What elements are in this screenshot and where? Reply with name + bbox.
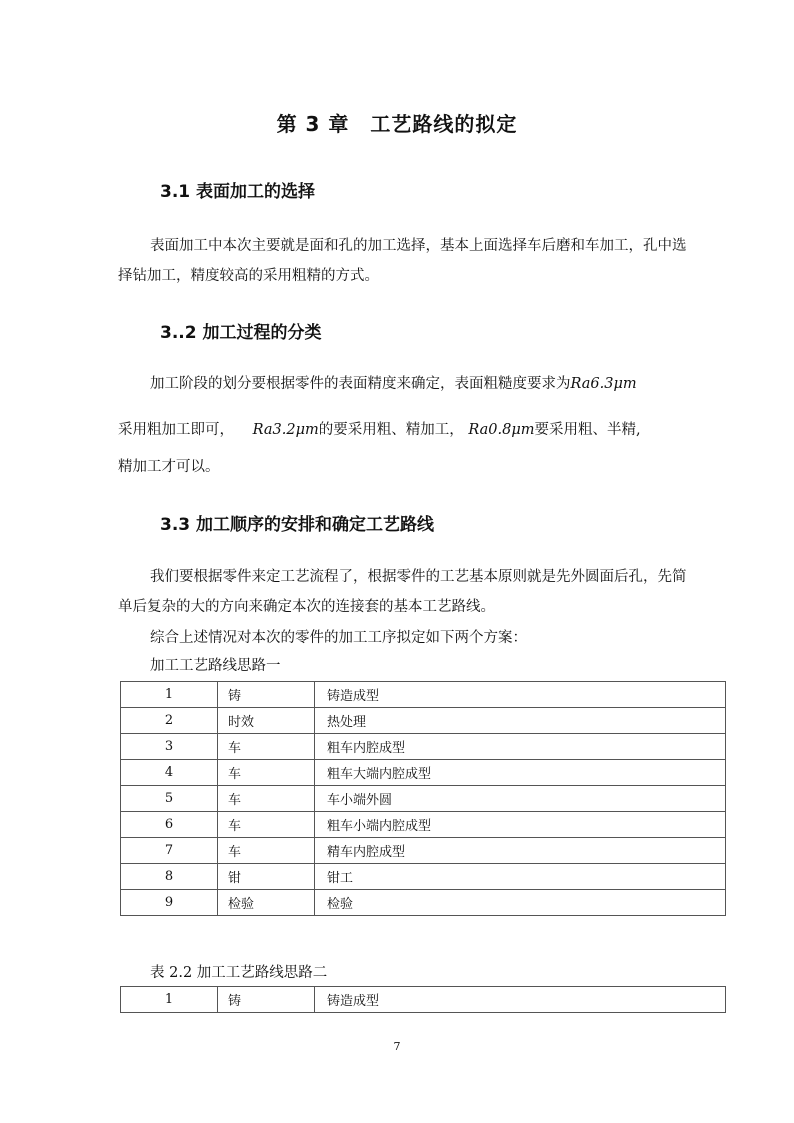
step-number-cell: 7: [121, 838, 218, 864]
process-route-table-1: [120, 681, 726, 916]
operation-cell: 车: [218, 734, 315, 760]
paragraph-process-order: [118, 562, 688, 622]
operation-cell: 车: [218, 812, 315, 838]
section-title-3-2: 3..2 加工过程的分类: [160, 323, 322, 343]
text-span: 要采用粗、半精,: [534, 422, 641, 438]
description-cell: 铸造成型: [315, 987, 726, 1013]
description-cell: 车小端外圆: [315, 786, 726, 812]
step-number-cell: 1: [121, 682, 218, 708]
roughness-value: Ra0.8μm: [468, 422, 535, 438]
paragraph-text: 表面加工中本次主要就是面和孔的加工选择，基本上面选择车后磨和车加工，孔中选择钻加工，精度较高的采用粗精的方式。: [118, 238, 687, 284]
description-cell: 粗车小端内腔成型: [315, 812, 726, 838]
paragraph-surface-machining: [118, 231, 688, 291]
operation-cell: 铸: [218, 682, 315, 708]
text-span: 的要采用粗、精加工，: [318, 422, 464, 438]
step-number-cell: 1: [121, 987, 218, 1013]
step-number-cell: 6: [121, 812, 218, 838]
table-row: [121, 708, 726, 734]
operation-cell: 车: [218, 838, 315, 864]
operation-cell: 时效: [218, 708, 315, 734]
operation-cell: 车: [218, 760, 315, 786]
step-number-cell: 3: [121, 734, 218, 760]
paragraph-line-2: [118, 418, 641, 439]
text-span: 加工阶段的划分要根据零件的表面精度来确定，表面粗糙度要求为: [150, 376, 571, 392]
table-row: [121, 734, 726, 760]
text-span: 采用粗加工即可，: [118, 422, 234, 438]
roughness-value: Ra3.2μm: [252, 422, 319, 438]
step-number-cell: 4: [121, 760, 218, 786]
table-row: [121, 786, 726, 812]
step-number-cell: 5: [121, 786, 218, 812]
operation-cell: 车: [218, 786, 315, 812]
paragraph-line-3: 精加工才可以。: [118, 459, 220, 475]
process-route-table-2: [120, 986, 726, 1013]
paragraph-line-1: [150, 372, 637, 393]
table-row: [121, 864, 726, 890]
section-title-3-3: 3.3 加工顺序的安排和确定工艺路线: [160, 515, 435, 535]
page-number: 7: [393, 1040, 401, 1053]
operation-cell: 钳: [218, 864, 315, 890]
table-caption-1: 加工工艺路线思路一: [150, 658, 281, 674]
description-cell: 铸造成型: [315, 682, 726, 708]
paragraph-text: 我们要根据零件来定工艺流程了，根据零件的工艺基本原则就是先外圆面后孔，先简单后复杂的大的方向来确定本次的连接套的基本工艺路线。: [118, 569, 687, 615]
table-row: [121, 760, 726, 786]
chapter-title: 第 3 章 工艺路线的拟定: [276, 112, 518, 136]
table-row: [121, 890, 726, 916]
operation-cell: 检验: [218, 890, 315, 916]
step-number-cell: 8: [121, 864, 218, 890]
table-row: [121, 682, 726, 708]
table-row: [121, 987, 726, 1013]
operation-cell: 铸: [218, 987, 315, 1013]
table-row: [121, 812, 726, 838]
description-cell: 钳工: [315, 864, 726, 890]
description-cell: 精车内腔成型: [315, 838, 726, 864]
section-title-3-1: 3.1 表面加工的选择: [160, 182, 316, 202]
description-cell: 热处理: [315, 708, 726, 734]
description-cell: 检验: [315, 890, 726, 916]
description-cell: 粗车内腔成型: [315, 734, 726, 760]
table-row: [121, 838, 726, 864]
step-number-cell: 2: [121, 708, 218, 734]
description-cell: 粗车大端内腔成型: [315, 760, 726, 786]
table-caption-2: 表 2.2 加工工艺路线思路二: [150, 965, 328, 981]
step-number-cell: 9: [121, 890, 218, 916]
roughness-value: Ra6.3μm: [570, 376, 637, 392]
paragraph-plans-intro: 综合上述情况对本次的零件的加工工序拟定如下两个方案：: [150, 630, 527, 646]
